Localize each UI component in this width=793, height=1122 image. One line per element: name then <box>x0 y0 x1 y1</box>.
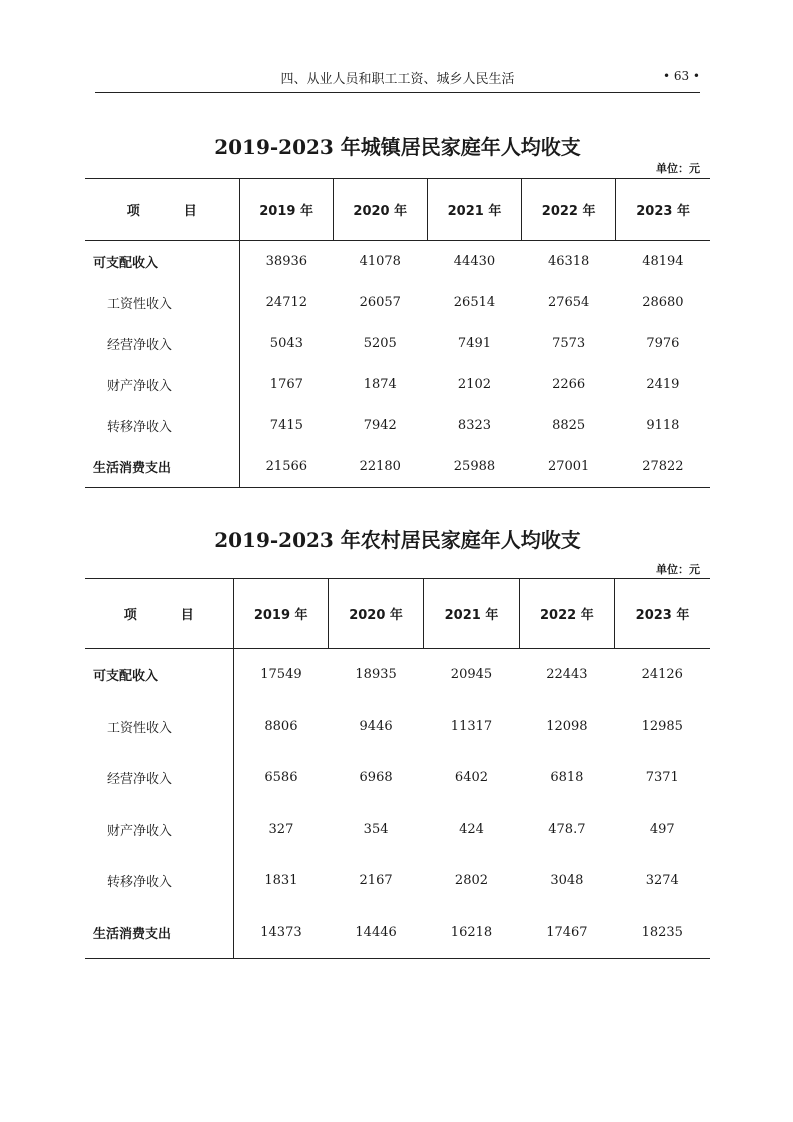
item-header-char-a: 项 <box>126 204 140 219</box>
cell-value: 14373 <box>233 907 328 959</box>
cell-value: 8323 <box>457 418 492 433</box>
cell-value: 497 <box>649 821 675 837</box>
cell-value: 6968 <box>359 770 393 786</box>
cell-value: 1767 <box>239 364 333 405</box>
cell-value: 48194 <box>642 254 684 269</box>
rural-income-table <box>85 578 710 959</box>
cell-value: 9446 <box>359 718 393 734</box>
cell-value: 17467 <box>519 907 614 959</box>
table-row <box>85 364 710 405</box>
row-label: 经营净收入 <box>107 772 173 788</box>
item-column-header <box>85 579 233 649</box>
cell-value: 7371 <box>645 770 679 786</box>
cell-value: 2419 <box>646 377 680 392</box>
cell-value: 7942 <box>363 418 397 433</box>
cell-value: 7491 <box>457 336 492 351</box>
table-row <box>85 241 710 283</box>
cell-value: 16218 <box>424 907 519 959</box>
cell-value: 9118 <box>646 418 680 433</box>
urban-income-table <box>85 178 710 488</box>
cell-value: 6818 <box>550 770 584 786</box>
row-label: 可支配收入 <box>93 256 159 271</box>
cell-value: 41078 <box>359 254 401 269</box>
cell-value: 7573 <box>552 336 586 351</box>
cell-value: 327 <box>233 804 328 856</box>
year-header-2020: 2020 年 <box>328 579 423 649</box>
cell-value: 12098 <box>546 718 588 734</box>
year-header-2021: 2021 年 <box>424 579 519 649</box>
cell-value: 22443 <box>546 667 588 683</box>
cell-value: 25988 <box>427 446 521 488</box>
cell-value: 3274 <box>645 873 679 889</box>
page-number: • 63 • <box>662 69 700 83</box>
item-header-char-b: 目 <box>180 608 194 623</box>
year-header-2020: 2020 年 <box>333 179 427 241</box>
cell-value: 28680 <box>642 295 684 310</box>
cell-value: 46318 <box>547 254 590 269</box>
rural-table-title: 2019-2023 年农村居民家庭年人均收支 <box>214 528 581 552</box>
rural-unit-label: 单位：元 <box>656 563 700 576</box>
cell-value: 14446 <box>328 907 423 959</box>
cell-value: 1831 <box>233 855 328 907</box>
table-row <box>85 323 710 364</box>
urban-table-title: 2019-2023 年城镇居民家庭年人均收支 <box>214 135 581 159</box>
cell-value: 22180 <box>333 446 427 488</box>
item-column-header <box>85 179 239 241</box>
table-row <box>85 282 710 323</box>
cell-value: 2167 <box>359 873 393 889</box>
year-header-2019: 2019 年 <box>233 579 328 649</box>
year-header-2021: 2021 年 <box>427 179 521 241</box>
row-label: 财产净收入 <box>107 379 173 394</box>
row-label: 财产净收入 <box>107 823 173 839</box>
cell-value: 18935 <box>355 667 397 683</box>
row-label: 工资性收入 <box>107 720 173 736</box>
cell-value: 20945 <box>450 667 493 683</box>
cell-value: 7415 <box>239 405 333 446</box>
cell-value: 26514 <box>453 295 496 310</box>
chapter-title: 四、从业人员和职工工资、城乡人民生活 <box>280 72 515 87</box>
row-label: 可支配收入 <box>93 669 159 685</box>
row-label: 经营净收入 <box>107 338 173 353</box>
table-row <box>85 446 710 488</box>
row-label: 生活消费支出 <box>85 907 233 959</box>
year-header-2023: 2023 年 <box>616 179 710 241</box>
rural-header-row <box>85 579 710 649</box>
cell-value: 5043 <box>239 323 333 364</box>
urban-header-row <box>85 179 710 241</box>
cell-value: 8806 <box>233 701 328 753</box>
cell-value: 24712 <box>239 282 333 323</box>
table-row <box>85 907 710 959</box>
cell-value: 5205 <box>363 336 397 351</box>
cell-value: 11317 <box>450 718 493 734</box>
year-header-2019: 2019 年 <box>239 179 333 241</box>
row-label: 转移净收入 <box>107 875 173 891</box>
cell-value: 354 <box>363 821 389 837</box>
table-row <box>85 405 710 446</box>
year-header-2022: 2022 年 <box>522 179 616 241</box>
cell-value: 24126 <box>641 667 683 683</box>
item-header-char-b: 目 <box>183 204 197 219</box>
cell-value: 17549 <box>233 649 328 701</box>
cell-value: 38936 <box>239 241 333 283</box>
cell-value: 478.7 <box>548 821 586 837</box>
year-header-2023: 2023 年 <box>615 579 710 649</box>
page-header <box>95 66 700 93</box>
cell-value: 3048 <box>550 873 584 889</box>
item-header-char-a: 项 <box>123 608 137 623</box>
cell-value: 6586 <box>233 752 328 804</box>
cell-value: 8825 <box>552 418 586 433</box>
cell-value: 2102 <box>457 377 492 392</box>
year-header-2022: 2022 年 <box>519 579 614 649</box>
table-row <box>85 649 710 701</box>
row-label: 生活消费支出 <box>85 446 239 488</box>
cell-value: 6402 <box>454 770 489 786</box>
cell-value: 27822 <box>616 446 710 488</box>
cell-value: 26057 <box>359 295 401 310</box>
cell-value: 27654 <box>547 295 590 310</box>
cell-value: 12985 <box>641 718 683 734</box>
cell-value: 18235 <box>615 907 710 959</box>
cell-value: 1874 <box>363 377 397 392</box>
urban-unit-label: 单位：元 <box>656 162 700 175</box>
cell-value: 44430 <box>453 254 496 269</box>
table-row <box>85 855 710 907</box>
cell-value: 7976 <box>646 336 680 351</box>
row-label: 转移净收入 <box>107 420 173 435</box>
cell-value: 27001 <box>522 446 616 488</box>
row-label: 工资性收入 <box>107 297 173 312</box>
table-row <box>85 752 710 804</box>
cell-value: 2266 <box>552 377 586 392</box>
cell-value: 21566 <box>239 446 333 488</box>
cell-value: 2802 <box>454 873 489 889</box>
table-row <box>85 701 710 753</box>
table-row <box>85 804 710 856</box>
cell-value: 424 <box>459 821 484 837</box>
